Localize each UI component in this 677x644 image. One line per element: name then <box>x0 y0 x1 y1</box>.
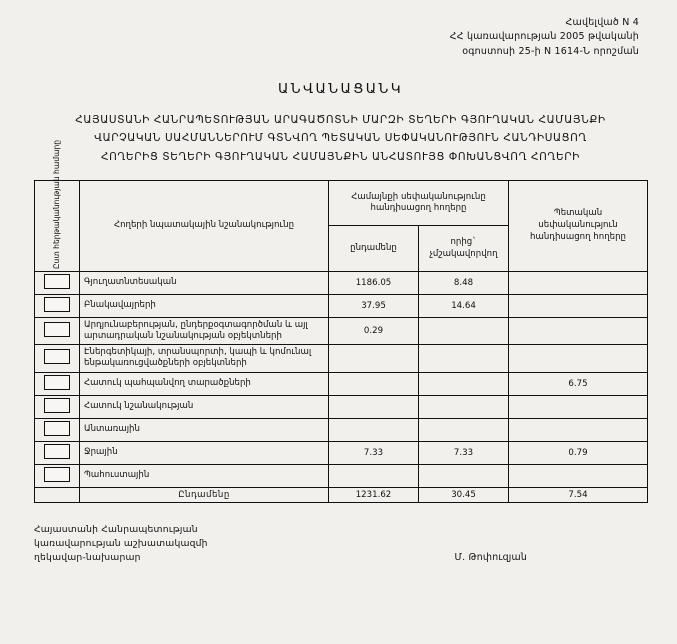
row-name: Արդյունաբերության, ընդերքօգտագործման և այլ արտադրական նշանակության օբյեկտների <box>80 317 329 344</box>
table-row <box>35 395 648 418</box>
header-line-1: Հավելված N 4 <box>565 17 639 28</box>
row-name: Հատուկ պահպանվող տարածքների <box>80 372 329 395</box>
row-state-total: 0.79 <box>509 441 648 464</box>
checkbox[interactable] <box>44 444 70 459</box>
total-row-label: Ընդամենը <box>80 487 329 502</box>
table-row <box>35 464 648 487</box>
row-name: Ջրային <box>80 441 329 464</box>
footer-line-2: կառավարության աշխատակազմի <box>34 537 208 549</box>
row-state-total <box>509 418 648 441</box>
row-community-unused: 14.64 <box>419 294 509 317</box>
checkbox[interactable] <box>44 421 70 436</box>
row-checkbox-cell[interactable] <box>35 294 80 317</box>
table-total-row <box>35 487 648 502</box>
row-community-unused: 8.48 <box>419 271 509 294</box>
row-state-total <box>509 317 648 344</box>
header-line-3: օգոստոսի 25-ի N 1614-Ն որոշման <box>462 45 639 57</box>
row-checkbox-cell[interactable] <box>35 464 80 487</box>
column-header-name: Հողերի նպատակային նշանակությունը <box>80 180 329 271</box>
table-row <box>35 345 648 372</box>
row-community-unused <box>419 317 509 344</box>
row-community-total <box>329 372 419 395</box>
page-title: ԱՆՎԱՆԱՑԱՆԿ <box>278 80 403 97</box>
footer-line-1: Հայաստանի Հանրապետության <box>34 523 198 535</box>
row-name: Բնակավայրերի <box>80 294 329 317</box>
table-header-row-1 <box>35 180 648 226</box>
total-community-unused: 30.45 <box>419 487 509 502</box>
row-name: Էներգետիկայի, տրանսպորտի, կապի և կոմունալ ենթակառուցվածքների օբյեկտների <box>80 345 329 372</box>
row-community-unused <box>419 345 509 372</box>
table-row <box>35 418 648 441</box>
preamble-line-1: ՀԱՅԱՍՏԱՆԻ ՀԱՆՐԱՊԵՏՈՒԹՅԱՆ ԱՐԱԳԱԾՈՏՆԻ ՄԱՐԶԻ ՏԵՂԵՐԻ ԳՅՈՒՂԱԿԱՆ ՀԱՄԱՅՆՔԻ <box>75 113 606 126</box>
footer-signature-name: Մ. Թոփուզյան <box>454 551 527 563</box>
row-checkbox-cell[interactable] <box>35 441 80 464</box>
row-name: Պահուստային <box>80 464 329 487</box>
checkbox[interactable] <box>44 398 70 413</box>
total-community-total: 1231.62 <box>329 487 419 502</box>
table-row <box>35 294 648 317</box>
row-community-total: 7.33 <box>329 441 419 464</box>
column-header-community-group: Համայնքի սեփականությունը հանդիսացող հողերը <box>329 180 509 226</box>
table-row <box>35 441 648 464</box>
checkbox[interactable] <box>44 467 70 482</box>
table-row <box>35 317 648 344</box>
row-checkbox-cell[interactable] <box>35 345 80 372</box>
header-line-2: ՀՀ կառավարության 2005 թվականի <box>449 31 639 43</box>
row-community-unused <box>419 372 509 395</box>
row-checkbox-cell[interactable] <box>35 372 80 395</box>
row-state-total <box>509 464 648 487</box>
total-row-spacer <box>35 487 80 502</box>
row-community-total: 37.95 <box>329 294 419 317</box>
row-community-unused <box>419 464 509 487</box>
row-community-unused <box>419 418 509 441</box>
checkbox[interactable] <box>44 274 70 289</box>
row-community-unused <box>419 395 509 418</box>
column-header-order-label: Ըստ հերթականության համարը <box>52 139 62 269</box>
table-row <box>35 372 648 395</box>
column-header-subtotal: ընդամենը <box>329 226 419 272</box>
footer-line-3: ղեկավար-նախարար <box>34 552 141 564</box>
row-state-total <box>509 345 648 372</box>
row-checkbox-cell[interactable] <box>35 395 80 418</box>
row-state-total: 6.75 <box>509 372 648 395</box>
footer-signatory-title <box>34 523 647 566</box>
row-community-total <box>329 464 419 487</box>
column-header-state: Պետական սեփականություն հանդիսացող հողերը <box>509 180 648 271</box>
row-checkbox-cell[interactable] <box>35 317 80 344</box>
checkbox[interactable] <box>44 297 70 312</box>
table-body <box>35 271 648 502</box>
row-community-total <box>329 418 419 441</box>
row-name: Հատուկ նշանակության <box>80 395 329 418</box>
row-name: Անտառային <box>80 418 329 441</box>
checkbox[interactable] <box>44 349 70 364</box>
row-community-total: 0.29 <box>329 317 419 344</box>
row-state-total <box>509 271 648 294</box>
row-name: Գյուղատնտեսական <box>80 271 329 294</box>
checkbox[interactable] <box>44 375 70 390</box>
row-checkbox-cell[interactable] <box>35 418 80 441</box>
row-community-total: 1186.05 <box>329 271 419 294</box>
row-community-total <box>329 395 419 418</box>
row-community-total <box>329 345 419 372</box>
preamble-line-2: ՎԱՐՉԱԿԱՆ ՍԱՀՄԱՆՆԵՐՈՒՄ ԳՏՆՎՈՂ ՊԵՏԱԿԱՆ ՍԵՓԱԿԱՆՈՒԹՅՈՒՆ ՀԱՆԴԻՍԱՑՈՂ <box>94 132 587 145</box>
preamble-line-3: ՀՈՂԵՐԻՑ ՏԵՂԵՐԻ ԳՅՈՒՂԱԿԱՆ ՀԱՄԱՅՆՔԻՆ ԱՆՀԱՏՈՒՅՑ ՓՈԽԱՆՑՎՈՂ ՀՈՂԵՐԻ <box>101 150 580 163</box>
row-checkbox-cell[interactable] <box>35 271 80 294</box>
total-state-total: 7.54 <box>509 487 648 502</box>
document-preamble <box>40 111 641 166</box>
table-row <box>35 271 648 294</box>
column-header-order <box>35 139 80 271</box>
row-state-total <box>509 395 648 418</box>
row-state-total <box>509 294 648 317</box>
checkbox[interactable] <box>44 322 70 337</box>
document-footer <box>34 523 647 566</box>
document-header-reference <box>34 16 639 59</box>
row-community-unused: 7.33 <box>419 441 509 464</box>
column-header-of-which: որից` չմշակավորվող <box>419 226 509 272</box>
